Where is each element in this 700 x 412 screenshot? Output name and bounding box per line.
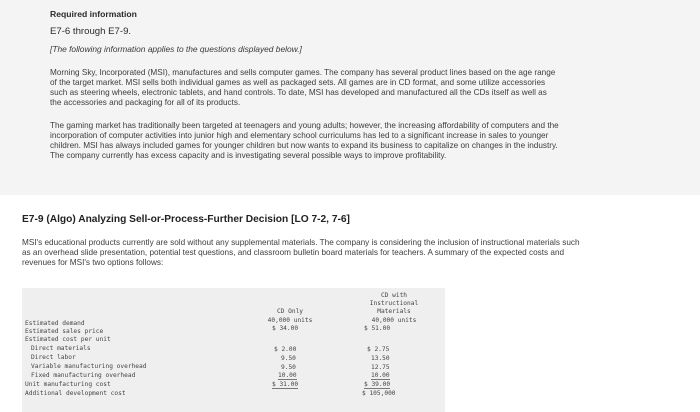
row-label-variable-overhead: Variable manufacturing overhead [31, 363, 147, 370]
applies-note: [The following information applies to the questions displayed below.] [50, 44, 302, 54]
row-label-fixed-overhead: Fixed manufacturing overhead [31, 372, 136, 379]
exercise-intro: MSI's educational products currently are sold without any supplemental materials. The company is considering the inclusion of instructional materials such as an overhead slide presentation, potential test questions, and classroom bulletin board materials for teachers. A summary of the expected costs and revenues for MSI's two options follows: [22, 238, 580, 268]
cd-instr-additional-development-cost: $ 105,000 [362, 390, 396, 397]
exercise-title: E7-9 (Algo) Analyzing Sell-or-Process-Further Decision [LO 7-2, 7-6] [22, 214, 350, 225]
required-information-panel [0, 0, 700, 195]
row-label-direct-labor: Direct labor [31, 354, 76, 361]
cd-only-estimated-demand: 40,000 units [267, 317, 313, 324]
cd-instr-fixed-overhead: 10.00 [371, 372, 390, 379]
cd-instr-unit-manufacturing-cost: $ 39.00 [364, 381, 391, 388]
row-label-additional-development-cost: Additional development cost [25, 390, 126, 397]
col-header-cd-instructional-line3: Materials [377, 308, 411, 315]
cd-only-fixed-overhead: 10.00 [278, 372, 297, 379]
cd-only-variable-overhead: 9.50 [281, 364, 296, 371]
row-label-cost-per-unit: Estimated cost per unit [25, 336, 111, 343]
row-label-direct-materials: Direct materials [31, 345, 91, 352]
cd-only-direct-materials: $ 2.00 [274, 346, 297, 353]
cd-instr-variable-overhead: 12.75 [371, 364, 390, 371]
row-label-unit-manufacturing-cost: Unit manufacturing cost [25, 381, 111, 388]
paragraph-company: Morning Sky, Incorporated (MSI), manufactures and sells computer games. The company has several product lines based on the age range of the target market. MSI sells both individual games as well as packaged sets. All games are in CD format, and some utilize accessories such as steering wheels, electronic tablets, and hand controls. To date, MSI has developed and manufactured all the CDs itself as well as the accessories and packaging for all of its products. [50, 68, 556, 108]
cd-instr-sales-price: $ 51.00 [364, 325, 391, 332]
cd-instr-direct-materials: $ 2.75 [367, 346, 390, 353]
cd-only-sales-price: $ 34.00 [272, 325, 299, 332]
required-information-title: Required information [50, 9, 137, 19]
cd-only-unit-manufacturing-cost: $ 31.00 [272, 381, 299, 388]
cost-revenue-table [22, 288, 445, 412]
cd-only-direct-labor: 9.50 [281, 355, 296, 362]
col-header-cd-instructional-line2: Instructional [369, 300, 419, 307]
cd-instr-direct-labor: 13.50 [371, 355, 390, 362]
col-header-cd-only: CD Only [276, 308, 304, 315]
row-label-estimated-demand: Estimated demand [25, 320, 85, 327]
cd-instr-estimated-demand: 40,000 units [371, 317, 417, 324]
paragraph-market: The gaming market has traditionally been targeted at teenagers and young adults; however, the increasing affordability of computers and the incorporation of computer activities into junior high and elementary school curriculums has led to a significant increase in sales to younger children. MSI has always included games for younger children but now wants to expand its business to capitalize on changes in the industry. The company currently has excess capacity and is investigating several possible ways to improve profitability. [50, 121, 559, 161]
exercise-range: E7-6 through E7-9. [50, 26, 132, 37]
row-label-sales-price: Estimated sales price [25, 328, 104, 335]
col-header-cd-instructional-line1: CD with [380, 292, 408, 299]
